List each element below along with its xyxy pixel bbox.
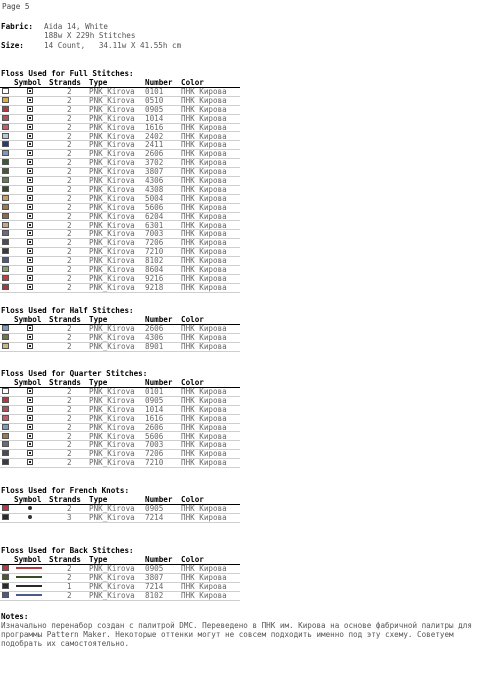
cell-strands: 2 <box>67 572 72 582</box>
cell-strands: 2 <box>67 238 72 248</box>
stitch-symbol-icon <box>27 213 33 219</box>
page-number: Page 5 <box>2 2 30 11</box>
size-value: 14 Count, 34.11w X 41.55h cm <box>44 41 182 50</box>
header-symbol: Symbol <box>14 378 42 387</box>
cell-color: ПНК Кирова <box>181 282 227 292</box>
cell-type: PNK_Kirova <box>89 564 135 573</box>
header-type: Type <box>89 78 108 87</box>
cell-strands: 2 <box>67 220 72 230</box>
header-color: Color <box>181 315 204 324</box>
cell-strands: 2 <box>67 140 72 150</box>
cell-number: 2411 <box>145 140 164 150</box>
cell-type: PNK_Kirova <box>89 149 135 159</box>
cell-color: ПНК Кирова <box>181 238 227 248</box>
stitch-symbol-icon <box>27 450 33 456</box>
cell-number: 4308 <box>145 184 164 194</box>
stitch-symbol-icon <box>27 459 33 465</box>
cell-color: ПНК Кирова <box>181 564 227 573</box>
stitch-symbol-icon <box>27 415 33 421</box>
cell-number: 7003 <box>145 229 164 239</box>
cell-number: 2606 <box>145 324 164 333</box>
cell-strands: 2 <box>67 95 72 105</box>
cell-color: ПНК Кирова <box>181 220 227 230</box>
header-strands: Strands <box>49 555 82 564</box>
table-row <box>0 459 240 468</box>
fabric-label: Fabric: <box>1 22 34 31</box>
color-swatch <box>2 415 9 421</box>
cell-number: 0101 <box>145 87 164 96</box>
stitch-symbol-icon <box>27 266 33 272</box>
cell-color: ПНК Кирова <box>181 247 227 257</box>
color-swatch <box>2 505 9 511</box>
table-row <box>0 343 240 352</box>
header-symbol: Symbol <box>14 78 42 87</box>
cell-strands: 2 <box>67 167 72 177</box>
cell-color: ПНК Кирова <box>181 341 227 351</box>
cell-number: 5606 <box>145 202 164 212</box>
cell-type: PNK_Kirova <box>89 193 135 203</box>
stitch-symbol-icon <box>27 239 33 245</box>
color-swatch <box>2 592 9 598</box>
color-swatch <box>2 124 9 130</box>
cell-strands: 2 <box>67 149 72 159</box>
stitch-symbol-icon <box>16 574 42 580</box>
cell-strands: 2 <box>67 184 72 194</box>
cell-strands: 2 <box>67 282 72 292</box>
color-swatch <box>2 213 9 219</box>
stitch-symbol-icon <box>27 106 33 112</box>
cell-type: PNK_Kirova <box>89 572 135 582</box>
cell-color: ПНК Кирова <box>181 265 227 274</box>
header-strands: Strands <box>49 315 82 324</box>
stitch-symbol-icon <box>27 204 33 210</box>
stitch-count: 188w X 229h Stitches <box>44 31 136 40</box>
stitch-symbol-icon <box>16 583 42 589</box>
cell-strands: 2 <box>67 440 72 450</box>
stitch-symbol-icon <box>27 388 33 394</box>
header-number: Number <box>145 78 173 87</box>
cell-color: ПНК Кирова <box>181 193 227 203</box>
color-swatch <box>2 204 9 210</box>
stitch-symbol-icon <box>27 257 33 263</box>
header-symbol: Symbol <box>14 315 42 324</box>
header-symbol: Symbol <box>14 555 42 564</box>
cell-color: ПНК Кирова <box>181 211 227 221</box>
cell-color: ПНК Кирова <box>181 440 227 450</box>
cell-color: ПНК Кирова <box>181 176 227 185</box>
cell-number: 6301 <box>145 220 164 230</box>
cell-strands: 2 <box>67 87 72 96</box>
cell-color: ПНК Кирова <box>181 167 227 177</box>
cell-type: PNK_Kirova <box>89 590 135 600</box>
stitch-symbol-icon <box>27 230 33 236</box>
cell-strands: 2 <box>67 395 72 405</box>
color-swatch <box>2 574 9 580</box>
header-type: Type <box>89 378 108 387</box>
header-color: Color <box>181 78 204 87</box>
cell-color: ПНК Кирова <box>181 104 227 114</box>
cell-color: ПНК Кирова <box>181 184 227 194</box>
stitch-symbol-icon <box>27 124 33 130</box>
color-swatch <box>2 257 9 263</box>
cell-type: PNK_Kirova <box>89 176 135 185</box>
cell-number: 2402 <box>145 131 164 141</box>
cell-color: ПНК Кирова <box>181 273 227 283</box>
table-row <box>0 514 240 523</box>
fabric-value: Aida 14, White <box>44 22 109 31</box>
color-swatch <box>2 565 9 571</box>
stitch-symbol-icon <box>27 406 33 412</box>
cell-number: 0905 <box>145 504 164 513</box>
cell-strands: 2 <box>67 247 72 257</box>
color-swatch <box>2 343 9 349</box>
cell-strands: 2 <box>67 193 72 203</box>
stitch-symbol-icon <box>27 186 33 192</box>
notes-text: Изначально перенабор создан с палитрой DMC. Переведено в ПНК им. Кирова на основе фабричной палитры для программы Pattern Maker. Некоторые оттенки могут не совсем подходить именно под эту схему. Советуем подобрать их самостоятельно. <box>1 621 472 648</box>
cell-color: ПНК Кирова <box>181 422 227 432</box>
cell-strands: 2 <box>67 104 72 114</box>
color-swatch <box>2 141 9 147</box>
cell-number: 7210 <box>145 458 164 468</box>
cell-type: PNK_Kirova <box>89 158 135 168</box>
cell-strands: 2 <box>67 324 72 333</box>
cell-color: ПНК Кирова <box>181 590 227 600</box>
stitch-symbol-icon <box>27 248 33 254</box>
color-swatch <box>2 514 9 520</box>
cell-type: PNK_Kirova <box>89 273 135 283</box>
cell-strands: 1 <box>67 581 72 591</box>
header-type: Type <box>89 555 108 564</box>
cell-color: ПНК Кирова <box>181 131 227 141</box>
color-swatch <box>2 406 9 412</box>
header-color: Color <box>181 555 204 564</box>
header-strands: Strands <box>49 78 82 87</box>
color-swatch <box>2 115 9 121</box>
color-swatch <box>2 266 9 272</box>
color-swatch <box>2 177 9 183</box>
color-swatch <box>2 441 9 447</box>
cell-color: ПНК Кирова <box>181 256 227 266</box>
section-title: Floss Used for Back Stitches: <box>1 546 134 555</box>
section-title: Floss Used for Half Stitches: <box>1 306 134 315</box>
stitch-symbol-icon <box>27 514 33 520</box>
stitch-symbol-icon <box>27 159 33 165</box>
color-swatch <box>2 168 9 174</box>
cell-color: ПНК Кирова <box>181 324 227 333</box>
cell-color: ПНК Кирова <box>181 449 227 459</box>
cell-type: PNK_Kirova <box>89 449 135 459</box>
cell-number: 7206 <box>145 449 164 459</box>
table-row <box>0 592 240 601</box>
stitch-symbol-icon <box>27 505 33 511</box>
cell-type: PNK_Kirova <box>89 332 135 342</box>
stitch-symbol-icon <box>16 565 42 571</box>
stitch-symbol-icon <box>27 150 33 156</box>
size-label: Size: <box>1 41 24 50</box>
header-number: Number <box>145 315 173 324</box>
color-swatch <box>2 459 9 465</box>
cell-number: 0905 <box>145 395 164 405</box>
cell-strands: 2 <box>67 341 72 351</box>
section-title: Floss Used for Full Stitches: <box>1 69 134 78</box>
cell-number: 8102 <box>145 256 164 266</box>
color-swatch <box>2 88 9 94</box>
cell-color: ПНК Кирова <box>181 140 227 150</box>
cell-number: 7214 <box>145 512 164 522</box>
cell-color: ПНК Кирова <box>181 431 227 441</box>
section-title: Floss Used for Quarter Stitches: <box>1 369 148 378</box>
cell-type: PNK_Kirova <box>89 431 135 441</box>
cell-type: PNK_Kirova <box>89 202 135 212</box>
table-row <box>0 284 240 293</box>
cell-number: 7214 <box>145 581 164 591</box>
cell-strands: 2 <box>67 113 72 123</box>
cell-strands: 2 <box>67 422 72 432</box>
header-number: Number <box>145 555 173 564</box>
color-swatch <box>2 222 9 228</box>
cell-number: 1616 <box>145 413 164 423</box>
cell-strands: 2 <box>67 273 72 283</box>
section-title: Floss Used for French Knots: <box>1 486 130 495</box>
color-swatch <box>2 195 9 201</box>
color-swatch <box>2 159 9 165</box>
cell-type: PNK_Kirova <box>89 324 135 333</box>
stitch-symbol-icon <box>27 177 33 183</box>
cell-strands: 2 <box>67 211 72 221</box>
cell-strands: 2 <box>67 449 72 459</box>
cell-strands: 2 <box>67 202 72 212</box>
cell-type: PNK_Kirova <box>89 341 135 351</box>
cell-number: 7210 <box>145 247 164 257</box>
color-swatch <box>2 248 9 254</box>
cell-color: ПНК Кирова <box>181 404 227 414</box>
header-type: Type <box>89 315 108 324</box>
cell-strands: 2 <box>67 387 72 396</box>
cell-color: ПНК Кирова <box>181 512 227 522</box>
cell-color: ПНК Кирова <box>181 87 227 96</box>
color-swatch <box>2 325 9 331</box>
cell-type: PNK_Kirova <box>89 581 135 591</box>
stitch-symbol-icon <box>16 592 42 598</box>
cell-strands: 2 <box>67 413 72 423</box>
stitch-symbol-icon <box>27 195 33 201</box>
cell-number: 4306 <box>145 332 164 342</box>
cell-color: ПНК Кирова <box>181 581 227 591</box>
cell-strands: 2 <box>67 131 72 141</box>
color-swatch <box>2 397 9 403</box>
cell-strands: 2 <box>67 122 72 132</box>
cell-color: ПНК Кирова <box>181 149 227 159</box>
stitch-symbol-icon <box>27 424 33 430</box>
cell-strands: 2 <box>67 564 72 573</box>
cell-color: ПНК Кирова <box>181 458 227 468</box>
cell-number: 5606 <box>145 431 164 441</box>
header-strands: Strands <box>49 495 82 504</box>
color-swatch <box>2 97 9 103</box>
notes-title: Notes: <box>1 612 29 621</box>
cell-type: PNK_Kirova <box>89 395 135 405</box>
cell-number: 8102 <box>145 590 164 600</box>
cell-color: ПНК Кирова <box>181 158 227 168</box>
stitch-symbol-icon <box>27 325 33 331</box>
cell-type: PNK_Kirova <box>89 265 135 274</box>
stitch-symbol-icon <box>27 133 33 139</box>
stitch-symbol-icon <box>27 141 33 147</box>
cell-number: 2606 <box>145 149 164 159</box>
cell-number: 0905 <box>145 564 164 573</box>
stitch-symbol-icon <box>27 115 33 121</box>
cell-type: PNK_Kirova <box>89 87 135 96</box>
cell-number: 4306 <box>145 176 164 185</box>
cell-strands: 2 <box>67 229 72 239</box>
stitch-symbol-icon <box>27 433 33 439</box>
cell-type: PNK_Kirova <box>89 104 135 114</box>
stitch-symbol-icon <box>27 222 33 228</box>
stitch-symbol-icon <box>27 334 33 340</box>
stitch-symbol-icon <box>27 343 33 349</box>
color-swatch <box>2 334 9 340</box>
cell-type: PNK_Kirova <box>89 238 135 248</box>
color-swatch <box>2 150 9 156</box>
cell-number: 7003 <box>145 440 164 450</box>
cell-number: 1014 <box>145 404 164 414</box>
cell-type: PNK_Kirova <box>89 131 135 141</box>
cell-strands: 2 <box>67 431 72 441</box>
color-swatch <box>2 239 9 245</box>
cell-type: PNK_Kirova <box>89 95 135 105</box>
cell-type: PNK_Kirova <box>89 413 135 423</box>
cell-type: PNK_Kirova <box>89 122 135 132</box>
cell-strands: 2 <box>67 176 72 185</box>
stitch-symbol-icon <box>27 284 33 290</box>
cell-number: 0905 <box>145 104 164 114</box>
header-type: Type <box>89 495 108 504</box>
color-swatch <box>2 583 9 589</box>
cell-type: PNK_Kirova <box>89 140 135 150</box>
cell-type: PNK_Kirova <box>89 211 135 221</box>
cell-color: ПНК Кирова <box>181 413 227 423</box>
cell-number: 2606 <box>145 422 164 432</box>
color-swatch <box>2 424 9 430</box>
cell-type: PNK_Kirova <box>89 247 135 257</box>
cell-strands: 2 <box>67 590 72 600</box>
cell-type: PNK_Kirova <box>89 422 135 432</box>
cell-strands: 2 <box>67 332 72 342</box>
color-swatch <box>2 275 9 281</box>
cell-strands: 2 <box>67 458 72 468</box>
stitch-symbol-icon <box>27 275 33 281</box>
stitch-symbol-icon <box>27 397 33 403</box>
cell-color: ПНК Кирова <box>181 572 227 582</box>
color-swatch <box>2 450 9 456</box>
header-number: Number <box>145 495 173 504</box>
cell-color: ПНК Кирова <box>181 332 227 342</box>
color-swatch <box>2 106 9 112</box>
header-strands: Strands <box>49 378 82 387</box>
cell-type: PNK_Kirova <box>89 220 135 230</box>
cell-number: 8604 <box>145 265 164 274</box>
cell-strands: 2 <box>67 404 72 414</box>
cell-type: PNK_Kirova <box>89 404 135 414</box>
cell-strands: 2 <box>67 265 72 274</box>
cell-type: PNK_Kirova <box>89 229 135 239</box>
cell-color: ПНК Кирова <box>181 387 227 396</box>
cell-number: 3807 <box>145 167 164 177</box>
cell-number: 7206 <box>145 238 164 248</box>
header-symbol: Symbol <box>14 495 42 504</box>
header-number: Number <box>145 378 173 387</box>
header-color: Color <box>181 378 204 387</box>
cell-strands: 2 <box>67 504 72 513</box>
cell-type: PNK_Kirova <box>89 113 135 123</box>
cell-number: 0101 <box>145 387 164 396</box>
cell-type: PNK_Kirova <box>89 184 135 194</box>
cell-number: 0510 <box>145 95 164 105</box>
cell-number: 1014 <box>145 113 164 123</box>
cell-strands: 2 <box>67 256 72 266</box>
cell-color: ПНК Кирова <box>181 113 227 123</box>
stitch-symbol-icon <box>27 88 33 94</box>
cell-type: PNK_Kirova <box>89 504 135 513</box>
cell-color: ПНК Кирова <box>181 504 227 513</box>
cell-type: PNK_Kirova <box>89 282 135 292</box>
cell-color: ПНК Кирова <box>181 95 227 105</box>
cell-type: PNK_Kirova <box>89 440 135 450</box>
cell-color: ПНК Кирова <box>181 229 227 239</box>
header-color: Color <box>181 495 204 504</box>
cell-number: 3807 <box>145 572 164 582</box>
cell-strands: 2 <box>67 158 72 168</box>
cell-type: PNK_Kirova <box>89 167 135 177</box>
cell-number: 3702 <box>145 158 164 168</box>
cell-strands: 3 <box>67 512 72 522</box>
color-swatch <box>2 388 9 394</box>
stitch-symbol-icon <box>27 168 33 174</box>
cell-color: ПНК Кирова <box>181 395 227 405</box>
stitch-symbol-icon <box>27 97 33 103</box>
color-swatch <box>2 133 9 139</box>
cell-type: PNK_Kirova <box>89 512 135 522</box>
stitch-symbol-icon <box>27 441 33 447</box>
cell-type: PNK_Kirova <box>89 256 135 266</box>
cell-type: PNK_Kirova <box>89 387 135 396</box>
cell-number: 1616 <box>145 122 164 132</box>
cell-number: 8901 <box>145 341 164 351</box>
cell-type: PNK_Kirova <box>89 458 135 468</box>
color-swatch <box>2 230 9 236</box>
cell-color: ПНК Кирова <box>181 202 227 212</box>
cell-color: ПНК Кирова <box>181 122 227 132</box>
color-swatch <box>2 433 9 439</box>
color-swatch <box>2 284 9 290</box>
color-swatch <box>2 186 9 192</box>
cell-number: 6204 <box>145 211 164 221</box>
cell-number: 9218 <box>145 282 164 292</box>
cell-number: 9216 <box>145 273 164 283</box>
cell-number: 5004 <box>145 193 164 203</box>
